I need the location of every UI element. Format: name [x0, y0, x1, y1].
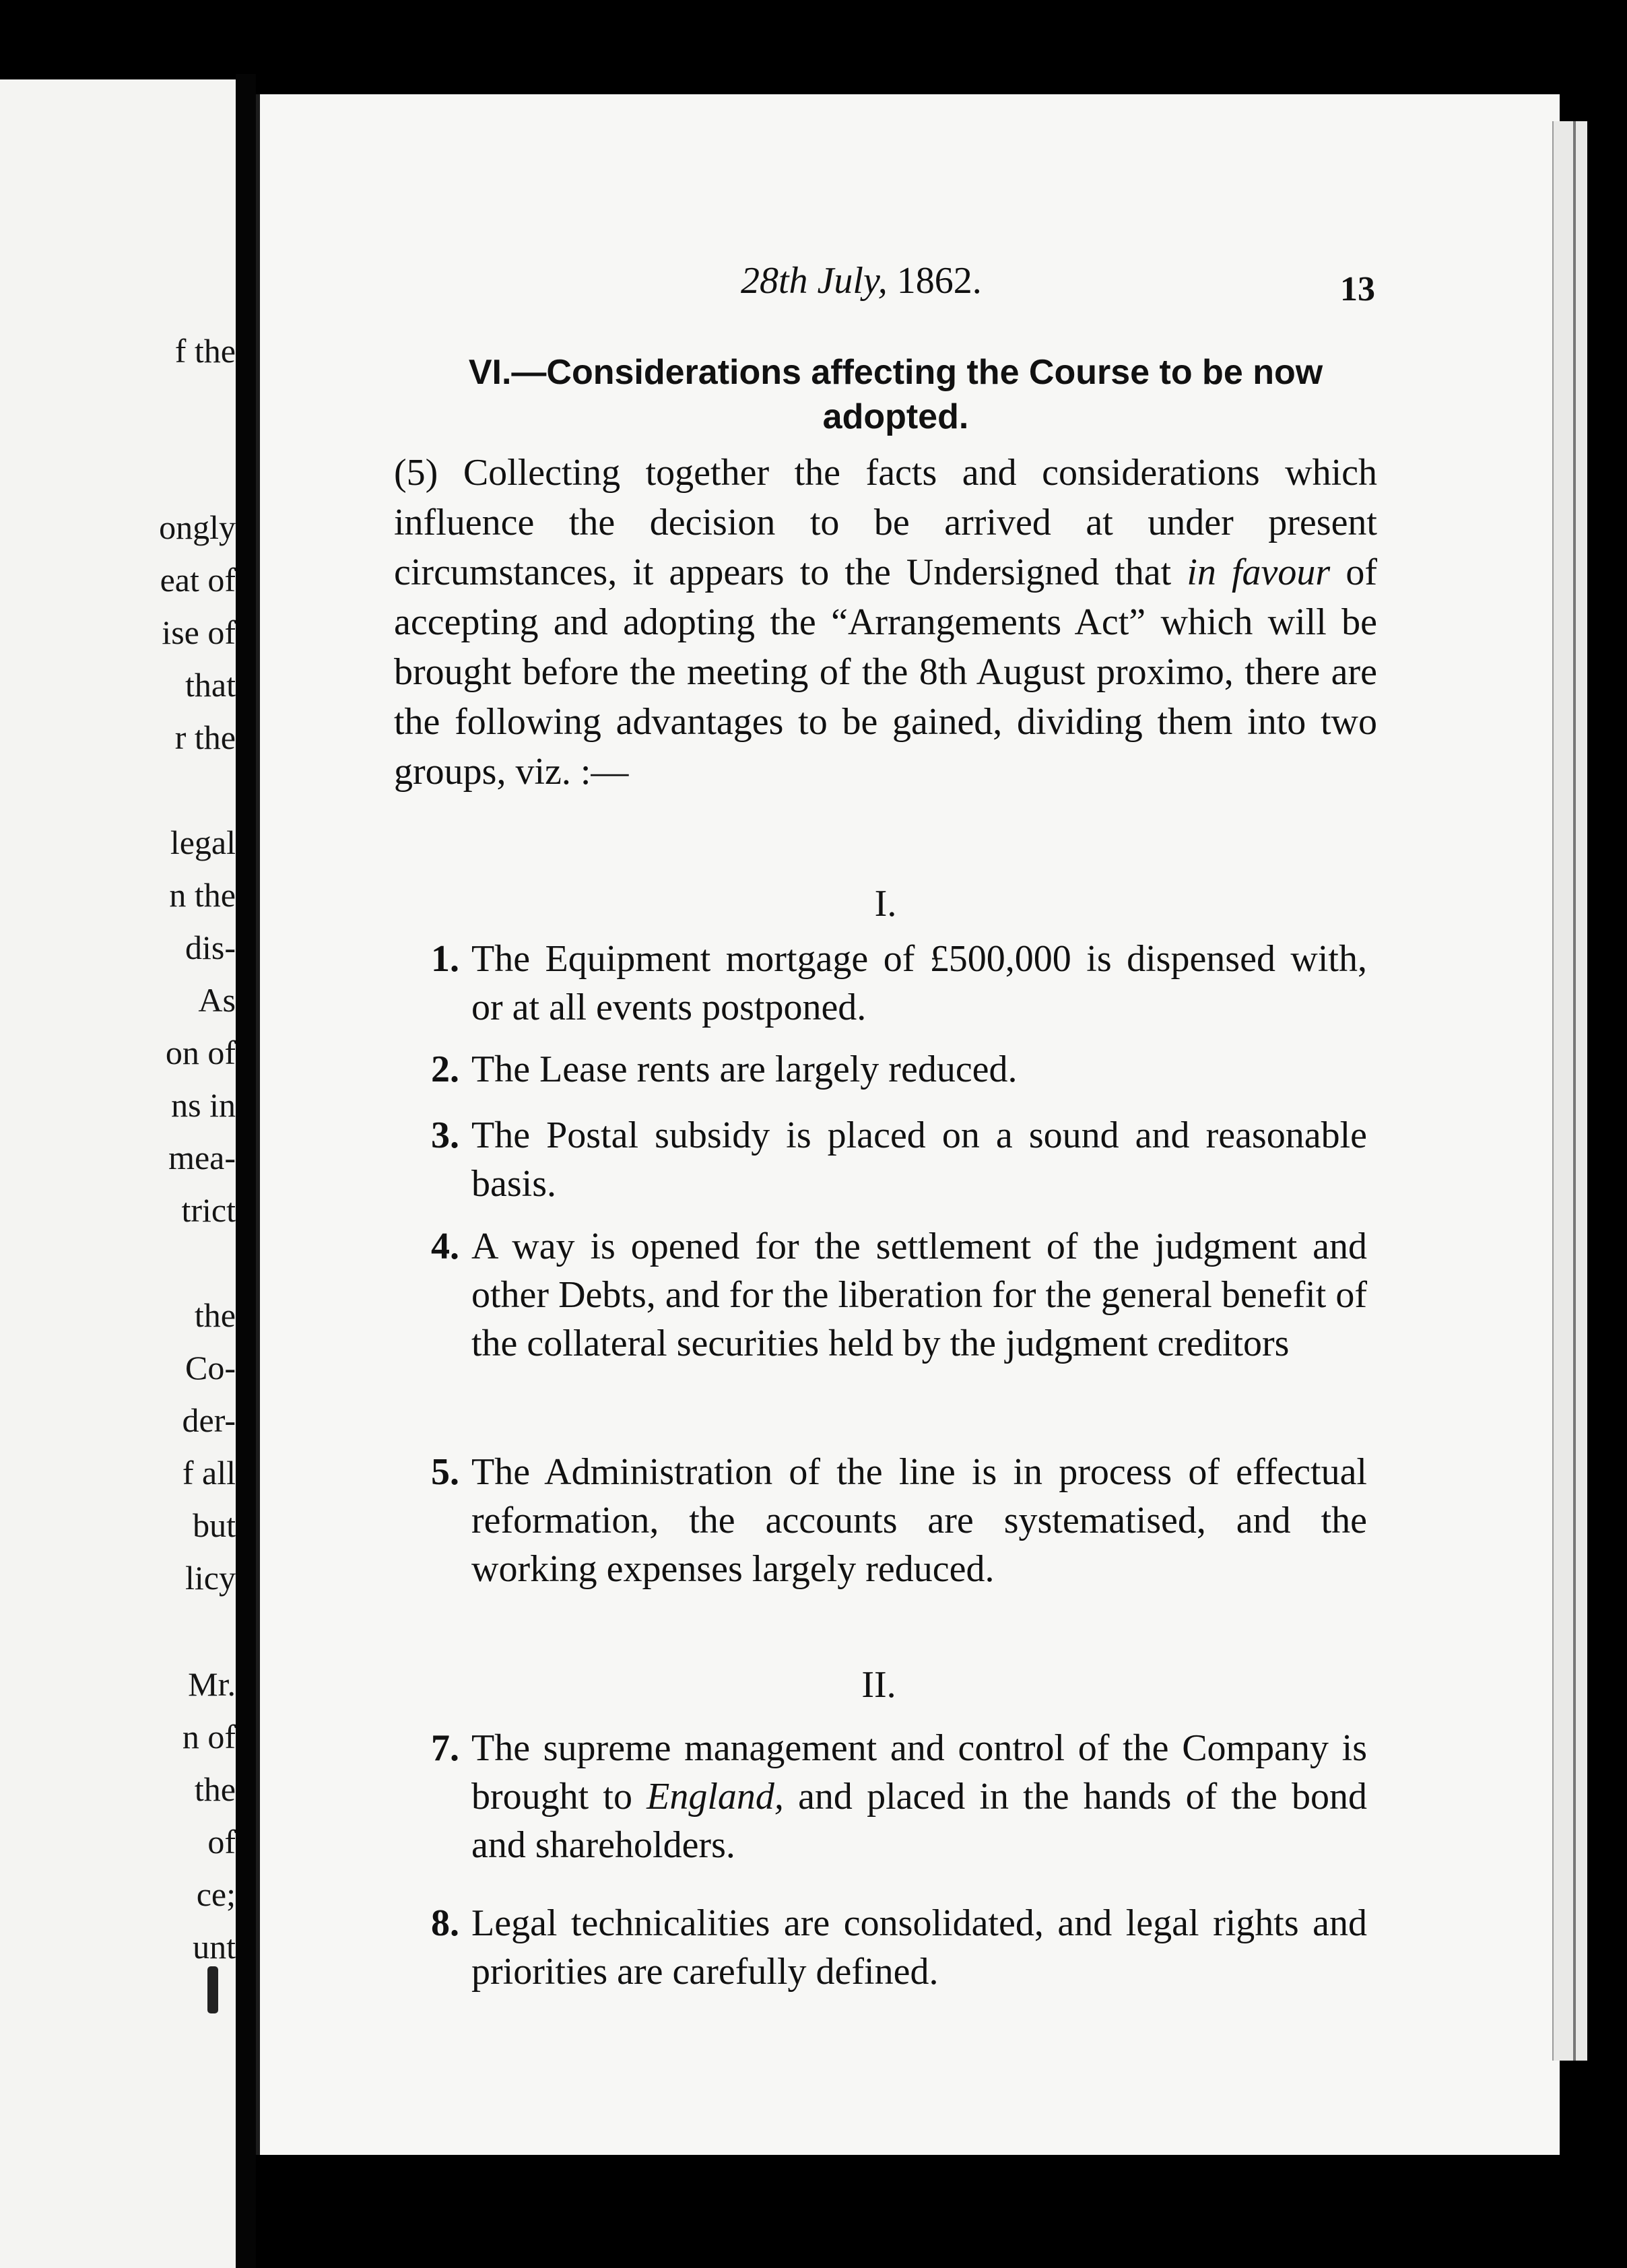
header-year: 1862. [896, 260, 982, 302]
list-item [431, 1111, 1367, 1208]
page-edge [1552, 121, 1587, 2061]
left-line: der- [182, 1401, 236, 1439]
item-text: The Equipment mortgage of £500,000 is dispensed with, or at all events postponed. [471, 938, 1367, 1028]
left-line: trict [181, 1191, 236, 1229]
left-line: legal [170, 824, 236, 861]
intro-rest: of accepting and adopting the “Arrangements Act” which will be brought before the meeting of the 8th August proximo, there are the following advantages to be gained, dividing them into two groups, viz. :— [394, 552, 1377, 793]
left-line: licy [185, 1559, 236, 1597]
item-text: The Postal subsidy is placed on a sound and reasonable basis. [471, 1114, 1367, 1205]
left-line: on of [165, 1034, 236, 1071]
intro-paragraph [394, 448, 1377, 797]
left-line: ise of [162, 613, 236, 651]
item-number: 8. [431, 1902, 459, 1944]
left-page-fragment [0, 79, 236, 2268]
book-gutter [236, 74, 256, 2268]
item-text: A way is opened for the settlement of the judgment and other Debts, and for the liberation for the general benefit of the collateral securities held by the judgment creditors [471, 1226, 1367, 1364]
item-number: 5. [431, 1451, 459, 1493]
left-line: ongly [159, 508, 236, 546]
page-edge-line [1573, 121, 1576, 2061]
item-number: 2. [431, 1048, 459, 1090]
left-line: f all [182, 1454, 236, 1492]
left-line: n the [169, 876, 236, 914]
left-line: eat of [160, 561, 236, 599]
list-item [431, 1448, 1367, 1593]
list-item [431, 1045, 1367, 1094]
left-line: Mr. [188, 1665, 236, 1703]
left-line: ns in [171, 1086, 236, 1124]
left-line: that [185, 666, 236, 704]
item-text: Legal technicalities are consolidated, and legal rights and priorities are carefully defined. [471, 1902, 1367, 1993]
group-label-second: II. [861, 1664, 896, 1706]
intro-italic: in favour [1187, 552, 1331, 593]
item-text-rest: and placed in the hands of the bond and shareholders. [471, 1776, 1367, 1866]
left-line: r the [174, 719, 236, 756]
left-line: n of [182, 1718, 236, 1756]
left-line: the [194, 1296, 236, 1334]
left-line: mea- [168, 1139, 236, 1176]
intro-lead: (5) Collecting together the facts and considerations which influence the decision to be arrived at under present circumstances, it appears to the Undersigned that [394, 452, 1377, 593]
item-number: 7. [431, 1727, 459, 1769]
item-text: The Lease rents are largely reduced. [471, 1048, 1018, 1090]
left-line: but [193, 1506, 236, 1544]
list-item [431, 1899, 1367, 1996]
left-line: of [207, 1823, 236, 1861]
header-date: 28th July, [741, 260, 888, 302]
left-line: the [194, 1770, 236, 1808]
item-number: 1. [431, 938, 459, 980]
item-text-italic: England, [646, 1776, 784, 1817]
item-number: 3. [431, 1114, 459, 1156]
running-head [741, 259, 982, 302]
list-item [431, 1222, 1367, 1368]
list-item [431, 935, 1367, 1032]
left-line: unt [193, 1928, 236, 1966]
binding-mark [207, 1966, 218, 2013]
page-number: 13 [1340, 270, 1375, 308]
item-text: The Administration of the line is in process of effectual reformation, the accounts are systematised, and the working expenses largely reduced. [471, 1451, 1367, 1590]
section-heading: VI.—Considerations affecting the Course to be now adopted. [468, 353, 1323, 436]
list-item [431, 1724, 1367, 1869]
left-line: f the [174, 332, 236, 370]
left-line: Co- [185, 1349, 236, 1387]
group-label-first: I. [874, 883, 897, 925]
left-line: dis- [185, 929, 236, 966]
left-line: ce; [196, 1875, 236, 1913]
left-line: As [198, 981, 236, 1019]
item-text-lead: The supreme management and control of the Company is brought to [471, 1727, 1367, 1817]
item-number: 4. [431, 1226, 459, 1267]
item-text [471, 1724, 1367, 1869]
